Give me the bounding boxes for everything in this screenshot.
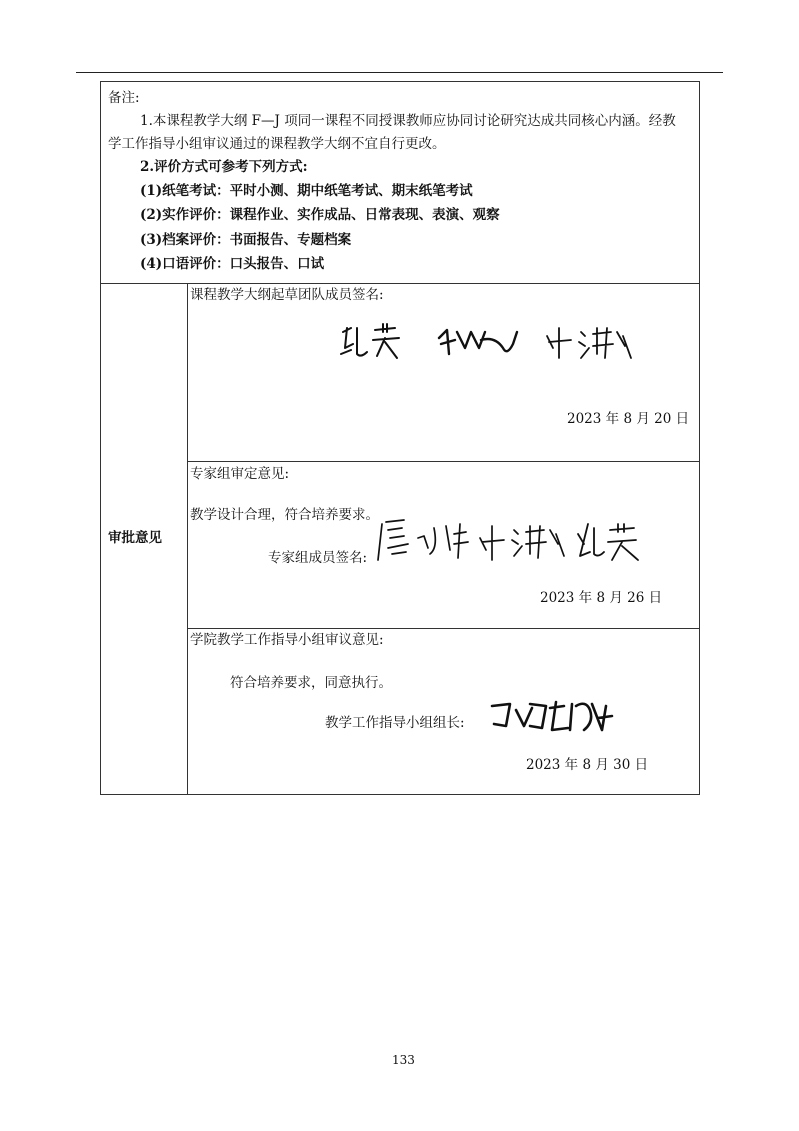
drafting-signatures [335, 318, 635, 366]
leader-signature [486, 696, 616, 738]
expert-opinion: 教学设计合理，符合培养要求。 [190, 507, 379, 523]
college-opinion: 符合培养要求，同意执行。 [230, 675, 392, 691]
expert-sign-label: 专家组成员签名: [268, 550, 368, 566]
notes-item1-line2: 学工作指导小组审议通过的课程教学大纲不宜自行更改。 [108, 136, 446, 152]
college-title: 学院教学工作指导小组审议意见: [190, 632, 384, 648]
college-sign-label: 教学工作指导小组组长: [325, 715, 465, 731]
expert-date: 2023 年 8 月 26 日 [540, 590, 663, 606]
row-divider [187, 461, 700, 462]
row-divider [187, 628, 700, 629]
expert-signatures [374, 514, 654, 566]
method-item: (4)口语评价：口头报告、口试 [140, 256, 325, 272]
method-item: (1)纸笔考试：平时小测、期中纸笔考试、期末纸笔考试 [140, 183, 473, 199]
notes-item2-title: 2.评价方式可参考下列方式: [140, 159, 308, 175]
notes-item1-line1: 1.本课程教学大纲 F—J 项同一课程不同授课教师应协同讨论研究达成共同核心内涵。经教 [140, 113, 676, 129]
page-number: 133 [392, 1053, 415, 1067]
method-item: (3)档案评价：书面报告、专题档案 [140, 232, 352, 248]
expert-title: 专家组审定意见: [190, 466, 290, 482]
drafting-title: 课程教学大纲起草团队成员签名: [190, 287, 384, 303]
method-item: (2)实作评价：课程作业、实作成品、日常表现、表演、观察 [140, 207, 500, 223]
approval-column-divider [187, 283, 188, 795]
notes-heading: 备注: [108, 90, 140, 106]
drafting-date: 2023 年 8 月 20 日 [567, 411, 690, 427]
approval-label: 审批意见 [108, 530, 162, 546]
header-rule [76, 72, 723, 73]
college-date: 2023 年 8 月 30 日 [526, 757, 649, 773]
